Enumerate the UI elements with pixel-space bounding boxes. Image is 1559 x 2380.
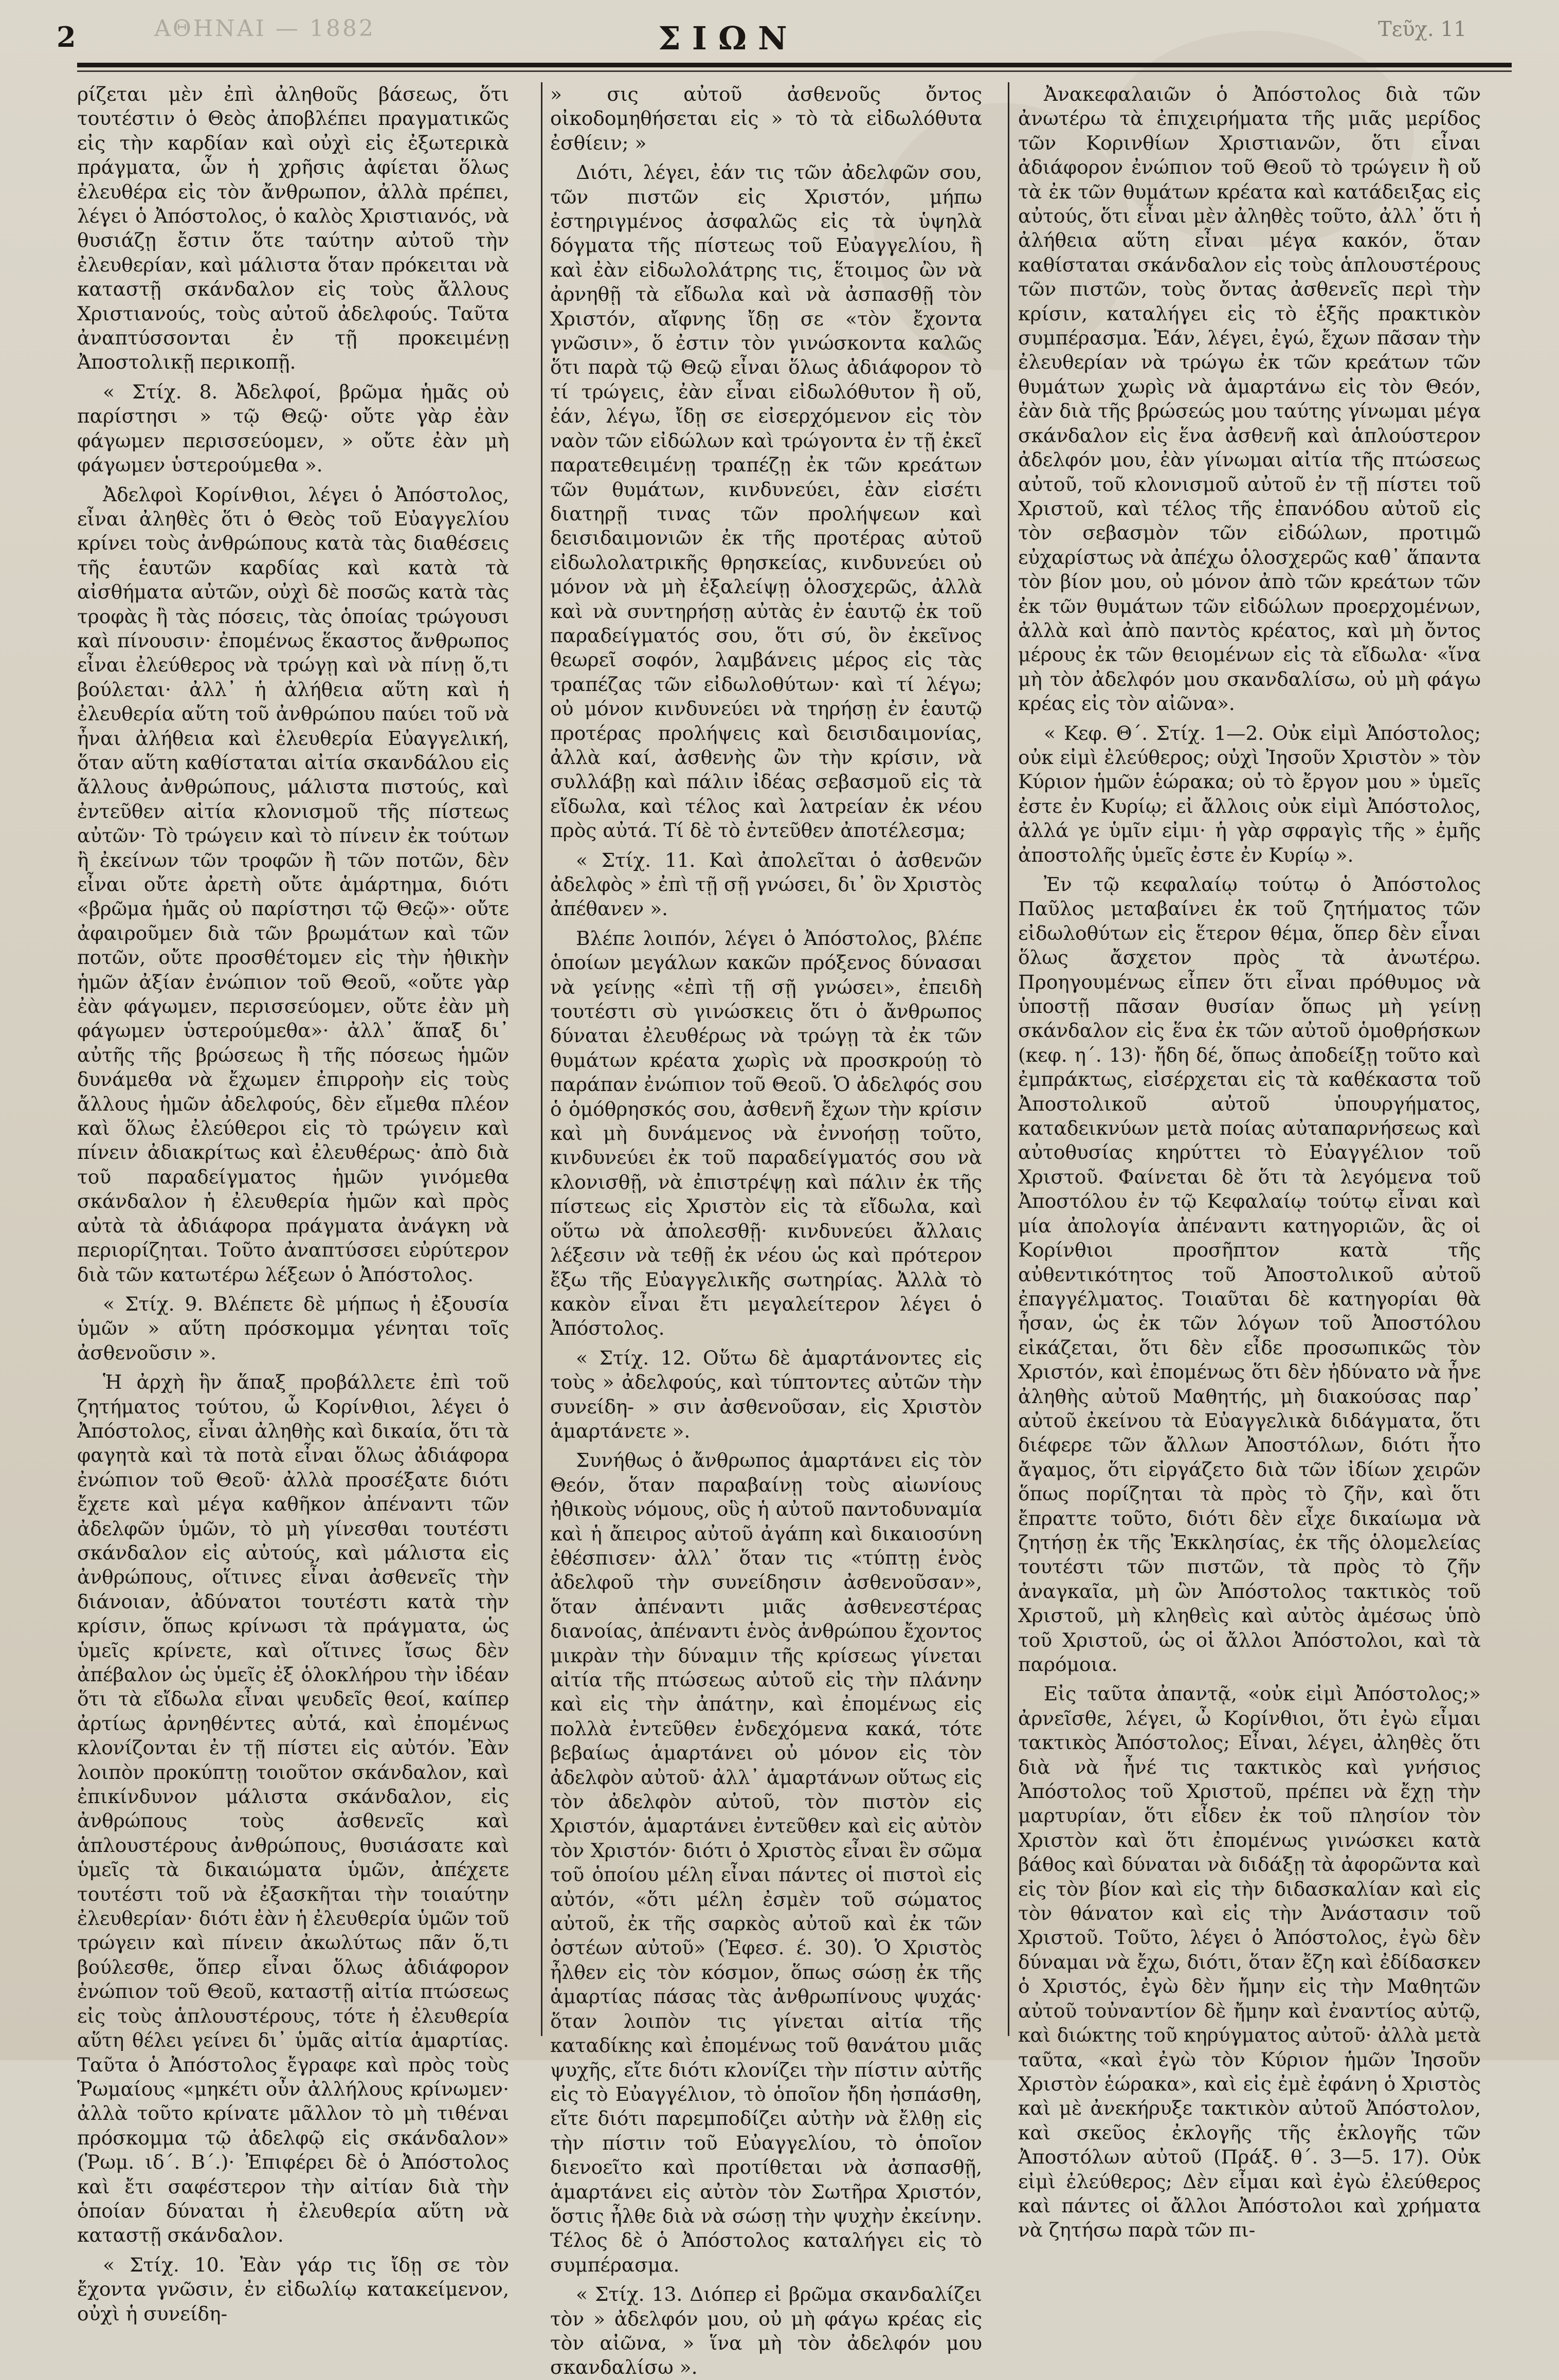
page-number: 2 (57, 21, 76, 53)
verse-quote: « Στίχ. 9. Βλέπετε δὲ μήπως ἡ ἐξουσία ὑμῶν » αὕτη πρόσκομμα γένηται τοῖς ἀσθενοῦσιν ». (77, 1292, 509, 1364)
masthead: ΣΙΩΝ (658, 20, 799, 57)
paragraph: Συνήθως ὁ ἄνθρωπος ἁμαρτάνει εἰς τὸν Θεόν, ὅταν παραβαίνῃ τοὺς αἰωνίους ἠθικοὺς νόμους, οὓς ἡ αὐτοῦ παντοδυναμία καὶ ἡ ἄπειρος αὐτοῦ ἀγάπη καὶ δικαιοσύνη ἐθέσπισεν· ἀλλ᾽ ὅταν τις «τύπτῃ ἑνὸς ἀδελφοῦ τὴν συνείδησιν ἀσθενοῦσαν», ὅταν ἀπέναντι μιᾶς ἀσθενεστέρας διανοίας, ἀπέναντι ἑνὸς ἀνθρώπου ἔχοντος μικρὰν τὴν δύναμιν τῆς κρίσεως γίνεται αἰτία τῆς πτώσεως αὐτοῦ εἰς τὴν πλάνην καὶ εἰς τὴν ἀπάτην, καὶ ἐπομένως εἰς πολλὰ ἐντεῦθεν ἐνδεχόμενα κακά, τότε βεβαίως ἁμαρτάνει οὐ μόνον εἰς τὸν ἀδελφὸν αὐτοῦ· ἀλλ᾽ ἁμαρτάνων οὕτως εἰς τὸν ἀδελφὸν αὐτοῦ, τὸν πιστὸν εἰς Χριστόν, ἁμαρτάνει ἐντεῦθεν καὶ εἰς αὐτὸν τὸν Χριστόν· διότι ὁ Χριστὸς εἶναι ἓν σῶμα τοῦ ὁποίου μέλη εἶναι πάντες οἱ πιστοὶ εἰς αὐτόν, «ὅτι μέλη ἐσμὲν τοῦ σώματος αὐτοῦ, ἐκ τῆς σαρκὸς αὐτοῦ καὶ ἐκ τῶν ὀστέων αὐτοῦ» (Ἐφεσ. έ. 30). Ὁ Χριστὸς ἦλθεν εἰς τὸν κόσμον, ὅπως σώσῃ ἐκ τῆς ἁμαρτίας πάσας τὰς ἀνθρωπίνους ψυχάς· ὅταν λοιπὸν τις γίνεται αἰτία τῆς καταδίκης καὶ ἐπομένως τοῦ θανάτου μιᾶς ψυχῆς, εἴτε διότι κλονίζει τὴν πίστιν αὐτῆς εἰς τὸ Εὐαγγέλιον, τὸ ὁποῖον ἤδη ἠσπάσθη, εἴτε διότι παρεμποδίζει αὐτὴν νὰ ἔλθῃ εἰς τὴν πίστιν τοῦ Εὐαγγελίου, τὸ ὁποῖον διενοεῖτο καὶ προτίθεται νὰ ἀσπασθῇ, ἁμαρτάνει εἰς αὐτὸν τὸν Σωτῆρα Χριστόν, ὅστις ἦλθε διὰ νὰ σώσῃ τὴν ψυχὴν ἐκείνην. Τέλος δὲ ὁ Ἀπόστολος καταλήγει εἰς τὸ συμπέρασμα. (550, 1449, 982, 2276)
verse-quote: « Στίχ. 8. Ἀδελφοί, βρῶμα ἡμᾶς οὐ παρίστησι » τῷ Θεῷ· οὔτε γὰρ ἐὰν φάγωμεν περισσεύομεν, » οὔτε ἐὰν μὴ φάγωμεν ὑστερούμεθα ». (77, 380, 509, 477)
paragraph: Ἐν τῷ κεφαλαίῳ τούτῳ ὁ Ἀπόστολος Παῦλος μεταβαίνει ἐκ τοῦ ζητήματος τῶν εἰδωλοθύτων εἰς ἕτερον θέμα, ὅπερ δὲν εἶναι ὅλως ἄσχετον πρὸς τὰ ἀνωτέρω. Προηγουμένως εἶπεν ὅτι εἶναι πρόθυμος νὰ ὑποστῇ πᾶσαν θυσίαν ὅπως μὴ γείνῃ σκάνδαλον εἰς ἕνα ἐκ τῶν αὐτοῦ ὁμοθρήσκων (κεφ. η΄. 13)· ἤδη δέ, ὅπως ἀποδείξῃ τοῦτο καὶ ἐμπράκτως, εἰσέρχεται εἰς τὰ καθέκαστα τοῦ Ἀποστολικοῦ αὐτοῦ ὑπουργήματος, καταδεικνύων μετὰ ποίας αὐταπαρνήσεως καὶ αὐτοθυσίας κηρύττει τὸ Εὐαγγέλιον τοῦ Χριστοῦ. Φαίνεται δὲ ὅτι τὰ λεγόμενα τοῦ Ἀποστόλου ἐν τῷ Κεφαλαίῳ τούτῳ εἶναι καὶ μία ἀπολογία ἀπέναντι κατηγοριῶν, ἃς οἱ Κορίνθιοι προσῆπτον κατὰ τῆς αὐθεντικότητος τοῦ Ἀποστολικοῦ αὐτοῦ ἐπαγγέλματος. Τοιαῦται δὲ κατηγορίαι θὰ ἦσαν, ὡς ἐκ τῶν λόγων τοῦ Ἀποστόλου εἰκάζεται, ὅτι δὲν εἶδε προσωπικῶς τὸν Χριστόν, καὶ ἐπομένως ὅτι δὲν ἠδύνατο νὰ ἦνε ἀληθὴς αὐτοῦ Μαθητής, μὴ διακούσας παρ᾽ αὐτοῦ ἐκείνου τὰ Εὐαγγελικὰ διδάγματα, ὅτι διέφερε τῶν ἄλλων Ἀποστόλων, διότι ἦτο ἄγαμος, ὅτι εἰργάζετο διὰ τῶν ἰδίων χειρῶν ὅπως πορίζηται τὰ πρὸς τὸ ζῆν, καὶ ὅτι ἔπραττε τοῦτο, διότι δὲν εἶχε δικαίωμα νὰ ζητήσῃ ἐκ τῆς Ἐκκλησίας, ἐκ τῆς ὁλομελείας τουτέστι τῶν πιστῶν, τὰ πρὸς τὸ ζῆν ἀναγκαῖα, μὴ ὢν Ἀπόστολος τακτικὸς τοῦ Χριστοῦ, μὴ κληθεὶς καὶ αὐτὸς ἀμέσως ὑπὸ τοῦ Χριστοῦ, ὡς οἱ ἄλλοι Ἀπόστολοι, καὶ τὰ παρόμοια. (1018, 873, 1481, 1676)
paragraph: Βλέπε λοιπόν, λέγει ὁ Ἀπόστολος, βλέπε ὁποίων μεγάλων κακῶν πρόξενος δύνασαι νὰ γείνῃς «ἐπὶ τῇ σῇ γνώσει», ἐπειδὴ τουτέστι σὺ γινώσκεις ὅτι ὁ ἄνθρωπος δύναται ἐλευθέρως νὰ τρώγῃ τὰ ἐκ τῶν θυμάτων κρέατα χωρὶς νὰ προσκρούῃ τὸ παράπαν ἐνώπιον τοῦ Θεοῦ. Ὁ ἀδελφός σου ὁ ὁμόθρησκός σου, ἀσθενῆ ἔχων τὴν κρίσιν καὶ μὴ δυνάμενος νὰ ἐννοήσῃ τοῦτο, κινδυνεύει ἐκ τοῦ παραδείγματός σου νὰ κλονισθῇ, νὰ ἐπιστρέψῃ καὶ πάλιν ἐκ τῆς πίστεως εἰς Χριστὸν εἰς τὰ εἴδωλα, καὶ οὕτω νὰ ἀπολεσθῇ· κινδυνεύει ἄλλαις λέξεσιν νὰ τεθῇ ἐκ νέου ὡς καὶ πρότερον ἔξω τῆς Εὐαγγελικῆς σωτηρίας. Ἀλλὰ τὸ κακὸν εἶναι ἔτι μεγαλείτερον λέγει ὁ Ἀπόστολος. (550, 926, 982, 1340)
paragraph: Διότι, λέγει, ἐάν τις τῶν ἀδελφῶν σου, τῶν πιστῶν εἰς Χριστόν, μήπω ἐστηριγμένος ἀσφαλῶς εἰς τὰ ὑψηλὰ δόγματα τῆς πίστεως τοῦ Εὐαγγελίου, ἢ καὶ ἐὰν εἰδωλολάτρης τις, ἕτοιμος ὢν νὰ ἀρνηθῇ τὰ εἴδωλα καὶ νὰ ἀσπασθῇ τὸν Χριστόν, αἴφνης ἴδῃ σε «τὸν ἔχοντα γνῶσιν», ὅ ἐστιν τὸν γινώσκοντα καλῶς ὅτι παρὰ τῷ Θεῷ εἶναι ὅλως ἀδιάφορον τὸ τί τρώγεις, ἐὰν εἶναι εἰδωλόθυτον ἢ οὔ, ἐάν, λέγω, ἴδῃ σε εἰσερχόμενον εἰς τὸν ναὸν τῶν εἰδώλων καὶ τρώγοντα ἐν τῇ ἐκεῖ παρατεθειμένῃ τραπέζῃ ἐκ τῶν κρεάτων τῶν θυμάτων, κινδυνεύει, ἐὰν εἰσέτι διατηρῇ τινας τῶν προλήψεων καὶ δεισιδαιμονιῶν ἐκ τῆς προτέρας αὐτοῦ εἰδωλολατρικῆς θρησκείας, κινδυνεύει οὐ μόνον νὰ μὴ ἐξαλείψῃ ὁλοσχερῶς, ἀλλὰ καὶ νὰ συντηρήσῃ αὐτὰς ἐν ἑαυτῷ ἐκ τοῦ παραδείγματός σου, ὅτι σύ, ὃν ἐκεῖνος θεωρεῖ σοφόν, λαμβάνεις μέρος εἰς τὰς τραπέζας τῶν εἰδωλοθύτων· καὶ τί λέγω; οὐ μόνον κινδυνεύει νὰ τηρήσῃ ἐν ἑαυτῷ προτέρας προλήψεις καὶ δεισιδαιμονίας, ἀλλὰ καί, ἀσθενὴς ὢν τὴν κρίσιν, νὰ συλλάβῃ καὶ πάλιν ἰδέας σεβασμοῦ εἰς τὰ εἴδωλα, καὶ τέλος καὶ λατρείαν ἐκ νέου πρὸς αὐτά. Τί δὲ τὸ ἐντεῦθεν ἀποτέλεσμα; (550, 161, 982, 842)
verse-quote: » σις αὐτοῦ ἀσθενοῦς ὄντος οἰκοδομηθήσεται εἰς » τὸ τὰ εἰδωλόθυτα ἐσθίειν; » (550, 83, 982, 154)
header-rule (77, 63, 1512, 67)
verse-quote: « Στίχ. 13. Διόπερ εἰ βρῶμα σκανδαλίζει τὸν » ἀδελφόν μου, οὐ μὴ φάγω κρέας εἰς τὸν αἰῶνα, » ἵνα μὴ τὸν ἀδελφόν μου σκανδαλίσω ». (550, 2283, 982, 2379)
paragraph: Ἀνακεφαλαιῶν ὁ Ἀπόστολος διὰ τῶν ἀνωτέρω τὰ ἐπιχειρήματα τῆς μιᾶς μερίδος τῶν Κορινθίων Χριστιανῶν, ὅτι εἶναι ἀδιάφορον ἐνώπιον τοῦ Θεοῦ τὸ τρώγειν ἢ οὔ τὰ ἐκ τῶν θυμάτων κρέατα καὶ κατάδειξας εἰς αὐτούς, ὅτι εἶναι μὲν ἀληθὲς τοῦτο, ἀλλ᾽ ὅτι ἡ ἀλήθεια αὕτη εἶναι μέγα κακόν, ὅταν καθίσταται σκάνδαλον εἰς τοὺς ἁπλουστέρους τῶν πιστῶν, τοὺς ὄντας ἀσθενεῖς περὶ τὴν κρίσιν, καταλήγει εἰς τὸ ἑξῆς πρακτικὸν συμπέρασμα. Ἐάν, λέγει, ἐγώ, ἔχων πᾶσαν τὴν ἐλευθερίαν νὰ τρώγω ἐκ τῶν κρεάτων τῶν θυμάτων χωρὶς νὰ ἁμαρτάνω εἰς τὸν Θεόν, ἐὰν διὰ τῆς βρώσεώς μου ταύτης γίνωμαι μέγα σκάνδαλον εἰς ἕνα ἀσθενῆ καὶ ἁπλούστερον ἀδελφόν μου, ἐὰν γίνωμαι αἰτία τῆς πτώσεως αὐτοῦ, τοῦ κλονισμοῦ αὐτοῦ ἐν τῇ πίστει τοῦ Χριστοῦ, καὶ τέλος τῆς ἐπανόδου αὐτοῦ εἰς τὸν σεβασμὸν τῶν εἰδώλων, προτιμῶ εὐχαρίστως νὰ ἀπέχω ὁλοσχερῶς καθ᾽ ἅπαντα τὸν βίον μου, οὐ μόνον ἀπὸ τῶν κρεάτων τῶν ἐκ τῶν θυμάτων τῶν εἰδώλων προερχομένων, ἀλλὰ καὶ ἀπὸ παντὸς κρέατος, καὶ μὴ ὄντος μέρους ἐκ τῶν θειομένων εἰς τὰ εἴδωλα· «ἵνα μὴ τὸν ἀδελφόν μου σκανδαλίσω, οὐ μὴ φάγω κρέας εἰς τὸν αἰῶνα». (1018, 83, 1481, 715)
paragraph: Ἡ ἀρχὴ ἣν ἅπαξ προβάλλετε ἐπὶ τοῦ ζητήματος τούτου, ὦ Κορίνθιοι, λέγει ὁ Ἀπόστολος, εἶναι ἀληθὴς καὶ δικαία, ὅτι τὰ φαγητὰ καὶ τὰ ποτὰ εἶναι ὅλως ἀδιάφορα ἐνώπιον τοῦ Θεοῦ· ἀλλὰ προσέξατε διότι ἔχετε καὶ μέγα καθῆκον ἀπέναντι τῶν ἀδελφῶν ὑμῶν, τὸ μὴ γίνεσθαι τουτέστι σκάνδαλον εἰς αὐτούς, καὶ μάλιστα εἰς ἀνθρώπους, οἵτινες εἶναι ἀσθενεῖς τὴν διάνοιαν, ἀδύνατοι τουτέστι κατὰ τὴν κρίσιν, ὅπως κρίνωσι τὰ πράγματα, ὡς ὑμεῖς κρίνετε, καὶ οἵτινες ἴσως δὲν ἀπέβαλον ὡς ὑμεῖς ἐξ ὁλοκλήρου τὴν ἰδέαν ὅτι τὰ εἴδωλα εἶναι ψευδεῖς θεοί, καίπερ ἀρτίως ἀρνηθέντες αὐτά, καὶ ἐπομένως κλονίζονται ἐν τῇ πίστει εἰς αὐτόν. Ἐὰν λοιπὸν προκύπτῃ τοιοῦτον σκάνδαλον, καὶ ἐπικίνδυνον μάλιστα σκάνδαλον, εἰς ἀνθρώπους τοὺς ἀσθενεῖς καὶ ἁπλουστέρους ἀνθρώπους, θυσιάσατε καὶ ὑμεῖς τὰ δικαιώματα ὑμῶν, ἀπέχετε τουτέστι τοῦ νὰ ἐξασκῆται τὴν τοιαύτην ἐλευθερίαν· διότι ἐὰν ἡ ἐλευθερία ὑμῶν τοῦ τρώγειν καὶ πίνειν ἀκωλύτως πᾶν ὅ,τι βούλεσθε, ὅπερ εἶναι ὅλως ἀδιάφορον ἐνώπιον τοῦ Θεοῦ, καταστῇ αἰτία πτώσεως εἰς τοὺς ἁπλουστέρους, τότε ἡ ἐλευθερία αὕτη θέλει γείνει δι᾽ ὑμᾶς αἰτία ἁμαρτίας. Ταῦτα ὁ Ἀπόστολος ἔγραφε καὶ πρὸς τοὺς Ῥωμαίους «μηκέτι οὖν ἀλλήλους κρίνωμεν· ἀλλὰ τοῦτο κρίνατε μᾶλλον τὸ μὴ τιθέναι πρόσκομμα τῷ ἀδελφῷ εἰς σκάνδαλον» (Ῥωμ. ιδ΄. Β΄.)· Ἐπιφέρει δὲ ὁ Ἀπόστολος καὶ ἔτι σαφέστερον τὴν αἰτίαν διὰ τὴν ὁποίαν δύναται ἡ ἐλευθερία αὕτη νὰ καταστῇ σκάνδαλον. (77, 1371, 509, 2247)
column-divider (541, 82, 542, 2036)
corner-mark: Τεῦχ. 11 (1378, 17, 1467, 41)
verse-quote: « Στίχ. 12. Οὕτω δὲ ἁμαρτάνοντες εἰς τοὺς » ἀδελφούς, καὶ τύπτοντες αὐτῶν τὴν συνείδη- » σιν ἀσθενοῦσαν, εἰς Χριστὸν ἁμαρτάνετε ». (550, 1346, 982, 1442)
verse-quote: « Στίχ. 10. Ἐὰν γάρ τις ἴδῃ σε τὸν ἔχοντα γνῶσιν, ἐν εἰδωλίῳ κατακείμενον, οὐχὶ ἡ συνείδη- (77, 2253, 509, 2325)
paragraph: ρίζεται μὲν ἐπὶ ἀληθοῦς βάσεως, ὅτι τουτέστιν ὁ Θεὸς ἀποβλέπει πραγματικῶς εἰς τὴν καρδίαν καὶ οὐχὶ εἰς ἐξωτερικὰ πράγματα, ὧν ἡ χρῆσις ἀφίεται ὅλως ἐλευθέρα εἰς τὸν ἄνθρωπον, ἀλλὰ πρέπει, λέγει ὁ Ἀπόστολος, ὁ καλὸς Χριστιανός, νὰ θυσιάζῃ ἔστιν ὅτε ταύτην αὐτοῦ τὴν ἐλευθερίαν, καὶ μάλιστα ὅταν πρόκειται νὰ καταστῇ σκάνδαλον εἰς τοὺς ἄλλους Χριστιανούς, τοὺς αὐτοῦ ἀδελφούς. Ταῦτα ἀναπτύσσονται ἐν τῇ προκειμένῃ Ἀποστολικῇ περικοπῇ. (77, 83, 509, 374)
header-rule-thin (77, 70, 1512, 72)
paragraph: Ἀδελφοὶ Κορίνθιοι, λέγει ὁ Ἀπόστολος, εἶναι ἀληθὲς ὅτι ὁ Θεὸς τοῦ Εὐαγγελίου κρίνει τοὺς ἀνθρώπους κατὰ τὰς διαθέσεις τῆς ἑαυτῶν καρδίας καὶ κατὰ τὰ αἰσθήματα αὐτῶν, οὐχὶ δὲ ποσῶς κατὰ τὰς τροφὰς ἢ τὰς πόσεις, τὰς ὁποίας τρώγουσι καὶ πίνουσιν· ἐπομένως ἕκαστος ἄνθρωπος εἶναι ἐλεύθερος νὰ τρώγῃ καὶ νὰ πίνῃ ὅ,τι βούλεται· ἀλλ᾽ ἡ ἀλήθεια αὕτη καὶ ἡ ἐλευθερία αὕτη τοῦ ἀνθρώπου παύει τοῦ νὰ ἦναι ἀλήθεια καὶ ἐλευθερία Εὐαγγελική, ὅταν αὕτη καθίσταται αἰτία σκανδάλου εἰς ἄλλους ἀνθρώπους, μάλιστα πιστούς, καὶ ἐντεῦθεν αἰτία κλονισμοῦ τῆς πίστεως αὐτῶν· Τὸ τρώγειν καὶ τὸ πίνειν ἐκ τούτων ἢ ἐκείνων τῶν τροφῶν ἢ τῶν ποτῶν, δὲν εἶναι οὔτε ἀρετὴ οὔτε ἁμάρτημα, διότι «βρῶμα ἡμᾶς οὐ παρίστησι τῷ Θεῷ»· οὔτε ἀφαιροῦμεν διὰ τῶν βρωμάτων καὶ τῶν ποτῶν, οὔτε προσθέτομεν εἰς τὴν ἠθικὴν ἡμῶν ἀξίαν ἐνώπιον τοῦ Θεοῦ, «οὔτε γὰρ ἐὰν φάγωμεν, περισσεύομεν, οὔτε ἐὰν μὴ φάγωμεν ὑστερούμεθα»· ἀλλ᾽ ἅπαξ δι᾽ αὐτῆς τῆς βρώσεως ἢ τῆς πόσεως ἡμῶν δυνάμεθα νὰ ἔχωμεν ἐπιρροὴν εἰς τοὺς ἄλλους ἡμῶν ἀδελφούς, δὲν εἴμεθα πλέον καὶ ὅλως ἐλεύθεροι εἰς τὸ τρώγειν καὶ πίνειν ἀδιακρίτως καὶ ἐλευθέρως· ἀπὸ διὰ τοῦ παραδείγματος ἡμῶν γινόμεθα σκάνδαλον ἡ ἐλευθερία ἡμῶν καὶ πρὸς αὐτὰ τὰ ἀδιάφορα πράγματα ἀνάγκη νὰ περιορίζηται. Τοῦτο ἀναπτύσσει εὐρύτερον διὰ τῶν κατωτέρω λέξεων ὁ Ἀπόστολος. (77, 483, 509, 1286)
column-middle (550, 82, 982, 2379)
column-right (1018, 82, 1481, 2242)
column-left (77, 82, 509, 2325)
verse-quote: « Κεφ. Θ΄. Στίχ. 1—2. Οὐκ εἰμὶ Ἀπόστολος; οὐκ εἰμὶ ἐλεύθερος; οὐχὶ Ἰησοῦν Χριστὸν » τὸν Κύριον ἡμῶν ἑώρακα; οὐ τὸ ἔργον μου » ὑμεῖς ἐστε ἐν Κυρίῳ; εἰ ἄλλοις οὐκ εἰμὶ Ἀπόστολος, ἀλλά γε ὑμῖν εἰμι· ἡ γὰρ σφραγὶς τῆς » ἐμῆς ἀποστολῆς ὑμεῖς ἐστε ἐν Κυρίῳ ». (1018, 721, 1481, 866)
paragraph: Εἰς ταῦτα ἀπαντᾷ, «οὐκ εἰμὶ Ἀπόστολος;» ἀρνεῖσθε, λέγει, ὦ Κορίνθιοι, ὅτι ἐγὼ εἶμαι τακτικὸς Ἀπόστολος; Εἶναι, λέγει, ἀληθὲς ὅτι διὰ νὰ ἦνέ τις τακτικὸς καὶ γνήσιος Ἀπόστολος τοῦ Χριστοῦ, πρέπει νὰ ἔχῃ τὴν μαρτυρίαν, ὅτι εἶδεν ἐκ τοῦ πλησίον τὸν Χριστὸν καὶ ὅτι ἐπομένως γινώσκει κατὰ βάθος καὶ δύναται νὰ διδάξῃ τὰ ἀφορῶντα καὶ εἰς τὸν βίον καὶ εἰς τὴν διδασκαλίαν καὶ εἰς τὸν θάνατον καὶ εἰς τὴν Ἀνάστασιν τοῦ Χριστοῦ. Τοῦτο, λέγει ὁ Ἀπόστολος, ἐγὼ δὲν δύναμαι νὰ ἔχω, διότι, ὅταν ἔζη καὶ ἐδίδασκεν ὁ Χριστός, ἐγὼ δὲν ἤμην εἰς τὴν Μαθητῶν αὐτοῦ τοὐναντίον δὲ ἤμην καὶ ἐναντίος αὐτῷ, καὶ διώκτης τοῦ κηρύγματος αὐτοῦ· ἀλλὰ μετὰ ταῦτα, «καὶ ἐγὼ τὸν Κύριον ἡμῶν Ἰησοῦν Χριστὸν ἑώρακα», καὶ εἰς ἐμὲ ἐφάνη ὁ Χριστὸς καὶ μὲ ἀνεκήρυξε τακτικὸν αὐτοῦ Ἀπόστολον, καὶ σκεῦος ἐκλογῆς τῆς ἐκλογῆς τῶν Ἀποστόλων αὐτοῦ (Πράξ. θ΄. 3—5. 17). Οὐκ εἰμὶ ἐλεύθερος; Δὲν εἶμαι καὶ ἐγὼ ἐλεύθερος καὶ πάντες οἱ ἄλλοι Ἀπόστολοι καὶ χρήματα νὰ ζητήσω παρὰ τῶν πι- (1018, 1682, 1481, 2242)
verse-quote: « Στίχ. 11. Καὶ ἀπολεῖται ὁ ἀσθενῶν ἀδελφὸς » ἐπὶ τῇ σῇ γνώσει, δι᾽ ὃν Χριστὸς ἀπέθανεν ». (550, 848, 982, 920)
column-divider (1008, 82, 1009, 2036)
faint-date: ΑΘΗΝΑΙ — 1882 (154, 15, 375, 42)
